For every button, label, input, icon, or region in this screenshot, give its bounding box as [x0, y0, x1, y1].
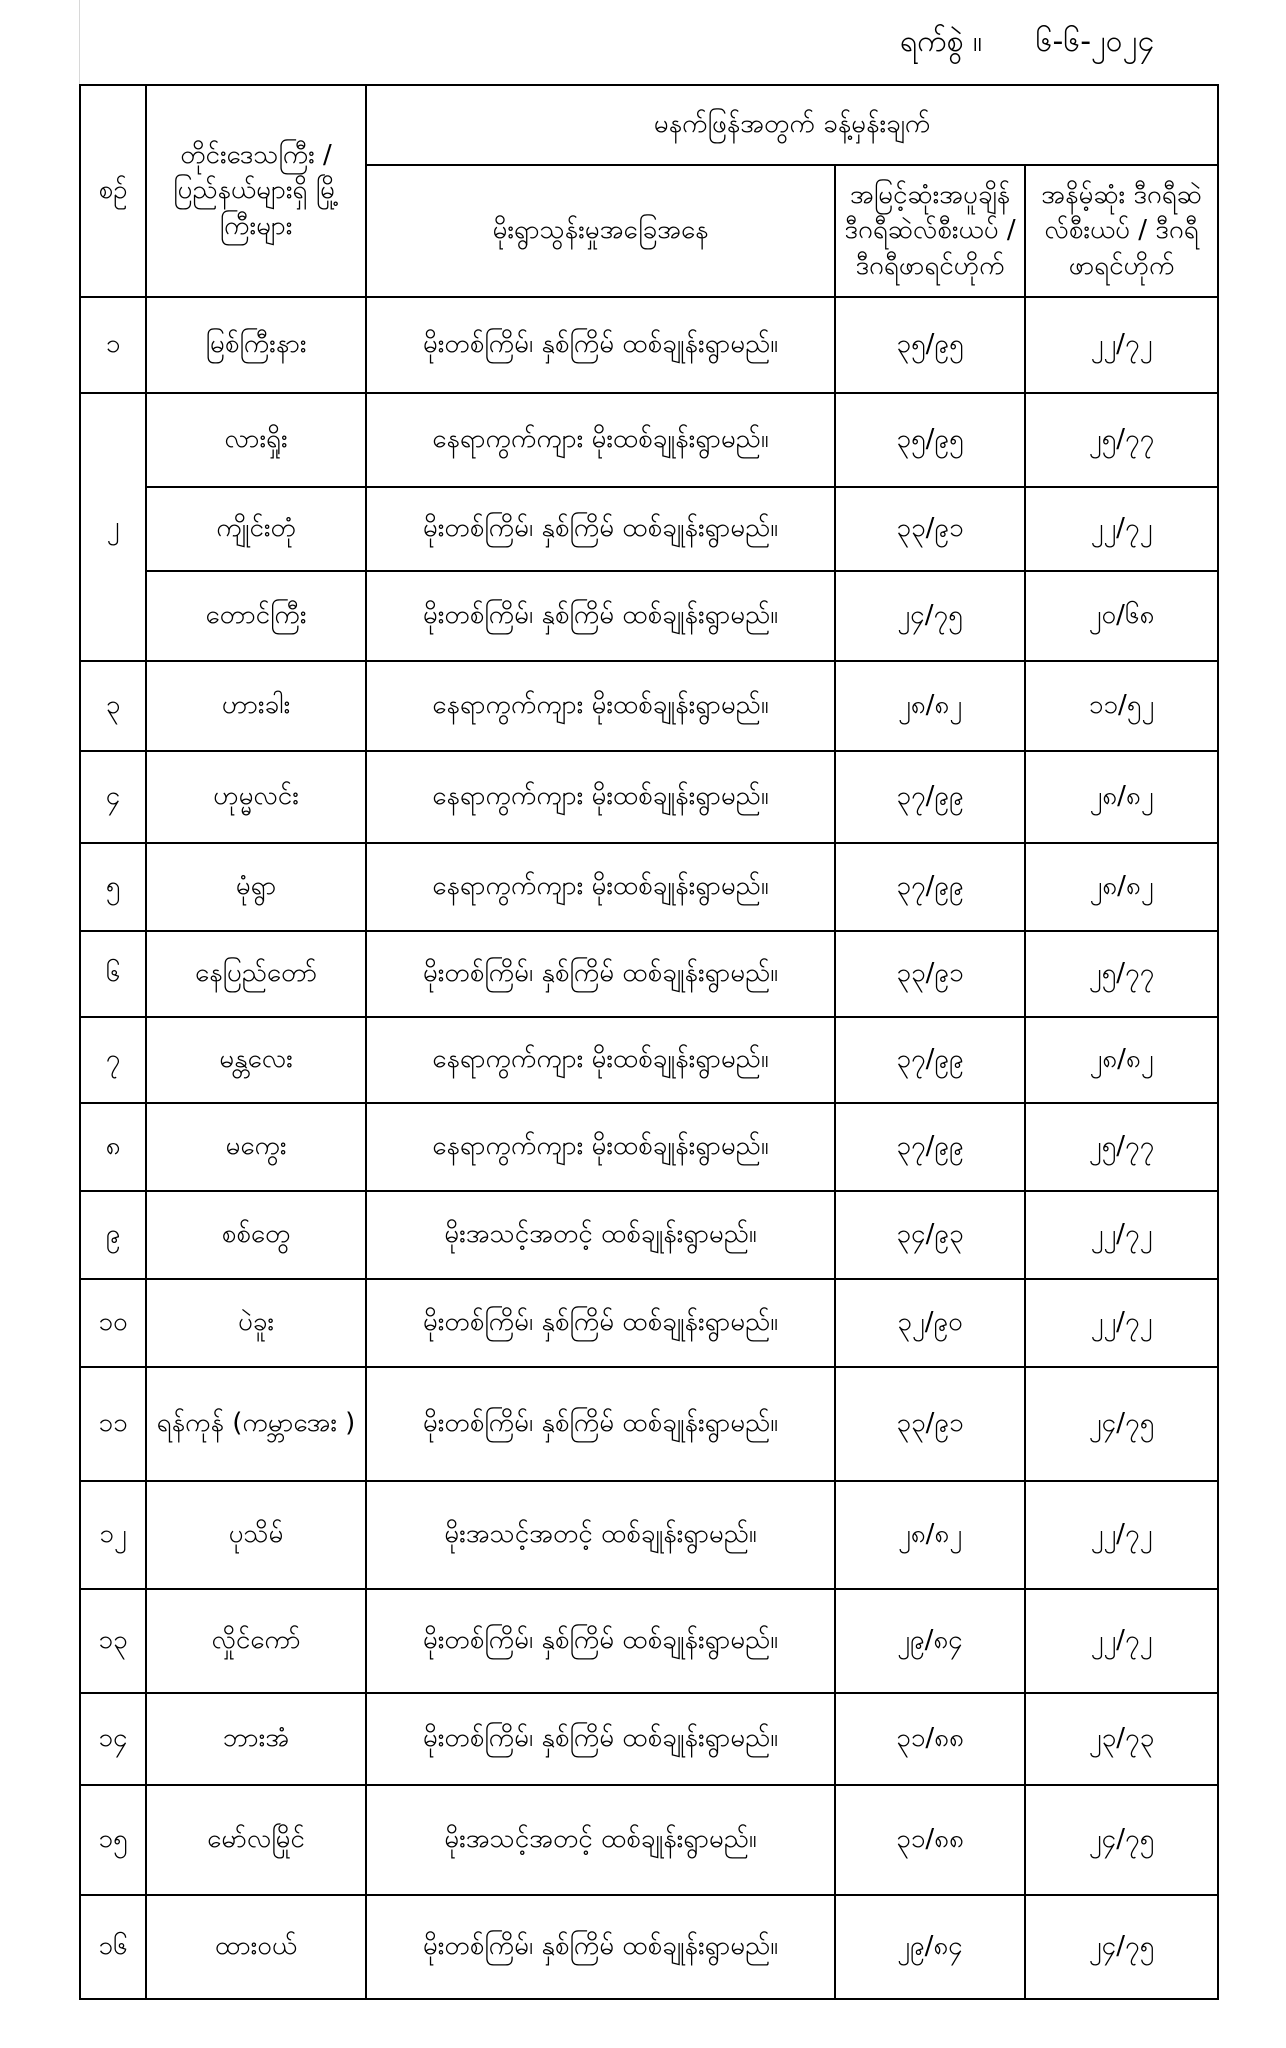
max-temp: ၂၄/၇၅ — [835, 571, 1025, 661]
rain-condition: မိုးတစ်ကြိမ်၊ နှစ်ကြိမ် ထစ်ချုန်းရွာမည်။ — [366, 1589, 835, 1693]
max-temp: ၃၄/၉၃ — [835, 1191, 1025, 1279]
city-name: နေပြည်တော် — [146, 931, 366, 1017]
table-row — [80, 1481, 1218, 1589]
table-row — [80, 1279, 1218, 1367]
rain-condition: မိုးတစ်ကြိမ်၊ နှစ်ကြိမ် ထစ်ချုန်းရွာမည်။ — [366, 487, 835, 571]
table-row — [80, 297, 1218, 393]
max-temp: ၃၃/၉၁ — [835, 487, 1025, 571]
city-name: မြစ်ကြီးနား — [146, 297, 366, 393]
table-row — [80, 1191, 1218, 1279]
min-temp: ၂၂/၇၂ — [1025, 1191, 1218, 1279]
row-number: ၆ — [80, 931, 146, 1017]
row-number: ၈ — [80, 1103, 146, 1191]
max-temp: ၃၇/၉၉ — [835, 1103, 1025, 1191]
table-row — [80, 487, 1218, 571]
rain-condition: မိုးတစ်ကြိမ်၊ နှစ်ကြိမ် ထစ်ချုန်းရွာမည်။ — [366, 1279, 835, 1367]
min-temp: ၂၀/၆၈ — [1025, 571, 1218, 661]
header-region: တိုင်းဒေသကြီး / ပြည်နယ်များရှိ မြို့ကြီးများ — [146, 85, 366, 297]
header-no: စဉ် — [80, 85, 146, 297]
city-name: ရန်ကုန် (ကမ္ဘာအေး ) — [146, 1367, 366, 1481]
rain-condition: နေရာကွက်ကျား မိုးထစ်ချုန်းရွာမည်။ — [366, 661, 835, 751]
rain-condition: မိုးတစ်ကြိမ်၊ နှစ်ကြိမ် ထစ်ချုန်းရွာမည်။ — [366, 571, 835, 661]
min-temp: ၂၂/၇၂ — [1025, 1589, 1218, 1693]
city-name: မန္တလေး — [146, 1017, 366, 1103]
date-label: ရက်စွဲ ။ — [900, 24, 983, 59]
max-temp: ၃၃/၉၁ — [835, 931, 1025, 1017]
row-number: ၁၆ — [80, 1895, 146, 1999]
max-temp: ၃၇/၉၉ — [835, 751, 1025, 843]
min-temp: ၂၄/၇၅ — [1025, 1895, 1218, 1999]
rain-condition: နေရာကွက်ကျား မိုးထစ်ချုန်းရွာမည်။ — [366, 393, 835, 487]
table-row — [80, 1103, 1218, 1191]
row-number: ၁၁ — [80, 1367, 146, 1481]
row-number: ၇ — [80, 1017, 146, 1103]
table-row — [80, 571, 1218, 661]
table-row — [80, 1589, 1218, 1693]
city-name: ဟားခါး — [146, 661, 366, 751]
row-number: ၁ — [80, 297, 146, 393]
min-temp: ၂၂/၇၂ — [1025, 487, 1218, 571]
city-name: လှိုင်ကော် — [146, 1589, 366, 1693]
min-temp: ၂၈/၈၂ — [1025, 1017, 1218, 1103]
max-temp: ၂၈/၈၂ — [835, 661, 1025, 751]
weather-forecast-table — [79, 84, 1219, 2000]
min-temp: ၂၂/၇၂ — [1025, 297, 1218, 393]
date-line — [900, 14, 1230, 70]
header-min-temp: အနိမ့်ဆုံး ဒီဂရီဆဲလ်စီးယပ် / ဒီဂရီဖာရင်ဟိုက် — [1025, 165, 1218, 297]
table-row — [80, 1367, 1218, 1481]
row-number: ၂ — [80, 393, 146, 661]
row-number: ၁၀ — [80, 1279, 146, 1367]
table-row — [80, 1017, 1218, 1103]
city-name: ဟုမ္မလင်း — [146, 751, 366, 843]
rain-condition: မိုးအသင့်အတင့် ထစ်ချုန်းရွာမည်။ — [366, 1481, 835, 1589]
table-row — [80, 843, 1218, 931]
row-number: ၉ — [80, 1191, 146, 1279]
rain-condition: နေရာကွက်ကျား မိုးထစ်ချုန်းရွာမည်။ — [366, 751, 835, 843]
city-name: ကျိုင်းတုံ — [146, 487, 366, 571]
rain-condition: မိုးအသင့်အတင့် ထစ်ချုန်းရွာမည်။ — [366, 1191, 835, 1279]
city-name: မုံရွာ — [146, 843, 366, 931]
table-row — [80, 1693, 1218, 1785]
min-temp: ၂၄/၇၅ — [1025, 1367, 1218, 1481]
max-temp: ၃၁/၈၈ — [835, 1785, 1025, 1895]
rain-condition: မိုးအသင့်အတင့် ထစ်ချုန်းရွာမည်။ — [366, 1785, 835, 1895]
city-name: ထားဝယ် — [146, 1895, 366, 1999]
min-temp: ၂၃/၇၃ — [1025, 1693, 1218, 1785]
rain-condition: မိုးတစ်ကြိမ်၊ နှစ်ကြိမ် ထစ်ချုန်းရွာမည်။ — [366, 1895, 835, 1999]
min-temp: ၂၂/၇၂ — [1025, 1481, 1218, 1589]
min-temp: ၂၅/၇၇ — [1025, 393, 1218, 487]
min-temp: ၂၅/၇၇ — [1025, 931, 1218, 1017]
table-row — [80, 661, 1218, 751]
max-temp: ၃၅/၉၅ — [835, 393, 1025, 487]
page-margin-line — [79, 0, 80, 84]
row-number: ၁၅ — [80, 1785, 146, 1895]
rain-condition: နေရာကွက်ကျား မိုးထစ်ချုန်းရွာမည်။ — [366, 843, 835, 931]
header-forecast-group: မနက်ဖြန်အတွက် ခန့်မှန်းချက် — [366, 85, 1218, 165]
min-temp: ၂၅/၇၇ — [1025, 1103, 1218, 1191]
row-number: ၁၃ — [80, 1589, 146, 1693]
max-temp: ၃၇/၉၉ — [835, 1017, 1025, 1103]
row-number: ၃ — [80, 661, 146, 751]
table-row — [80, 1785, 1218, 1895]
city-name: တောင်ကြီး — [146, 571, 366, 661]
table-row — [80, 393, 1218, 487]
table-row — [80, 751, 1218, 843]
table-row — [80, 1895, 1218, 1999]
min-temp: ၁၁/၅၂ — [1025, 661, 1218, 751]
rain-condition: မိုးတစ်ကြိမ်၊ နှစ်ကြိမ် ထစ်ချုန်းရွာမည်။ — [366, 1693, 835, 1785]
rain-condition: နေရာကွက်ကျား မိုးထစ်ချုန်းရွာမည်။ — [366, 1017, 835, 1103]
max-temp: ၃၃/၉၁ — [835, 1367, 1025, 1481]
max-temp: ၃၇/၉၉ — [835, 843, 1025, 931]
min-temp: ၂၄/၇၅ — [1025, 1785, 1218, 1895]
city-name: မော်လမြိုင် — [146, 1785, 366, 1895]
rain-condition: မိုးတစ်ကြိမ်၊ နှစ်ကြိမ် ထစ်ချုန်းရွာမည်။ — [366, 931, 835, 1017]
row-number: ၁၂ — [80, 1481, 146, 1589]
city-name: လားရှိုး — [146, 393, 366, 487]
max-temp: ၂၈/၈၂ — [835, 1481, 1025, 1589]
header-rain-condition: မိုးရွာသွန်းမှုအခြေအနေ — [366, 165, 835, 297]
row-number: ၁၄ — [80, 1693, 146, 1785]
city-name: ဘားအံ — [146, 1693, 366, 1785]
table-row — [80, 931, 1218, 1017]
max-temp: ၂၉/၈၄ — [835, 1589, 1025, 1693]
rain-condition: နေရာကွက်ကျား မိုးထစ်ချုန်းရွာမည်။ — [366, 1103, 835, 1191]
date-value: ၆-၆-၂၀၂၄ — [1035, 24, 1155, 59]
row-number: ၄ — [80, 751, 146, 843]
city-name: ပဲခူး — [146, 1279, 366, 1367]
max-temp: ၂၉/၈၄ — [835, 1895, 1025, 1999]
city-name: မကွေး — [146, 1103, 366, 1191]
header-max-temp: အမြင့်ဆုံးအပူချိန် ဒီဂရီဆဲလ်စီးယပ် /ဒီဂရီဖာရင်ဟိုက် — [835, 165, 1025, 297]
max-temp: ၃၅/၉၅ — [835, 297, 1025, 393]
max-temp: ၃၂/၉၀ — [835, 1279, 1025, 1367]
min-temp: ၂၈/၈၂ — [1025, 751, 1218, 843]
min-temp: ၂၈/၈၂ — [1025, 843, 1218, 931]
rain-condition: မိုးတစ်ကြိမ်၊ နှစ်ကြိမ် ထစ်ချုန်းရွာမည်။ — [366, 1367, 835, 1481]
rain-condition: မိုးတစ်ကြိမ်၊ နှစ်ကြိမ် ထစ်ချုန်းရွာမည်။ — [366, 297, 835, 393]
city-name: ပုသိမ် — [146, 1481, 366, 1589]
max-temp: ၃၁/၈၈ — [835, 1693, 1025, 1785]
min-temp: ၂၂/၇၂ — [1025, 1279, 1218, 1367]
city-name: စစ်တွေ — [146, 1191, 366, 1279]
row-number: ၅ — [80, 843, 146, 931]
